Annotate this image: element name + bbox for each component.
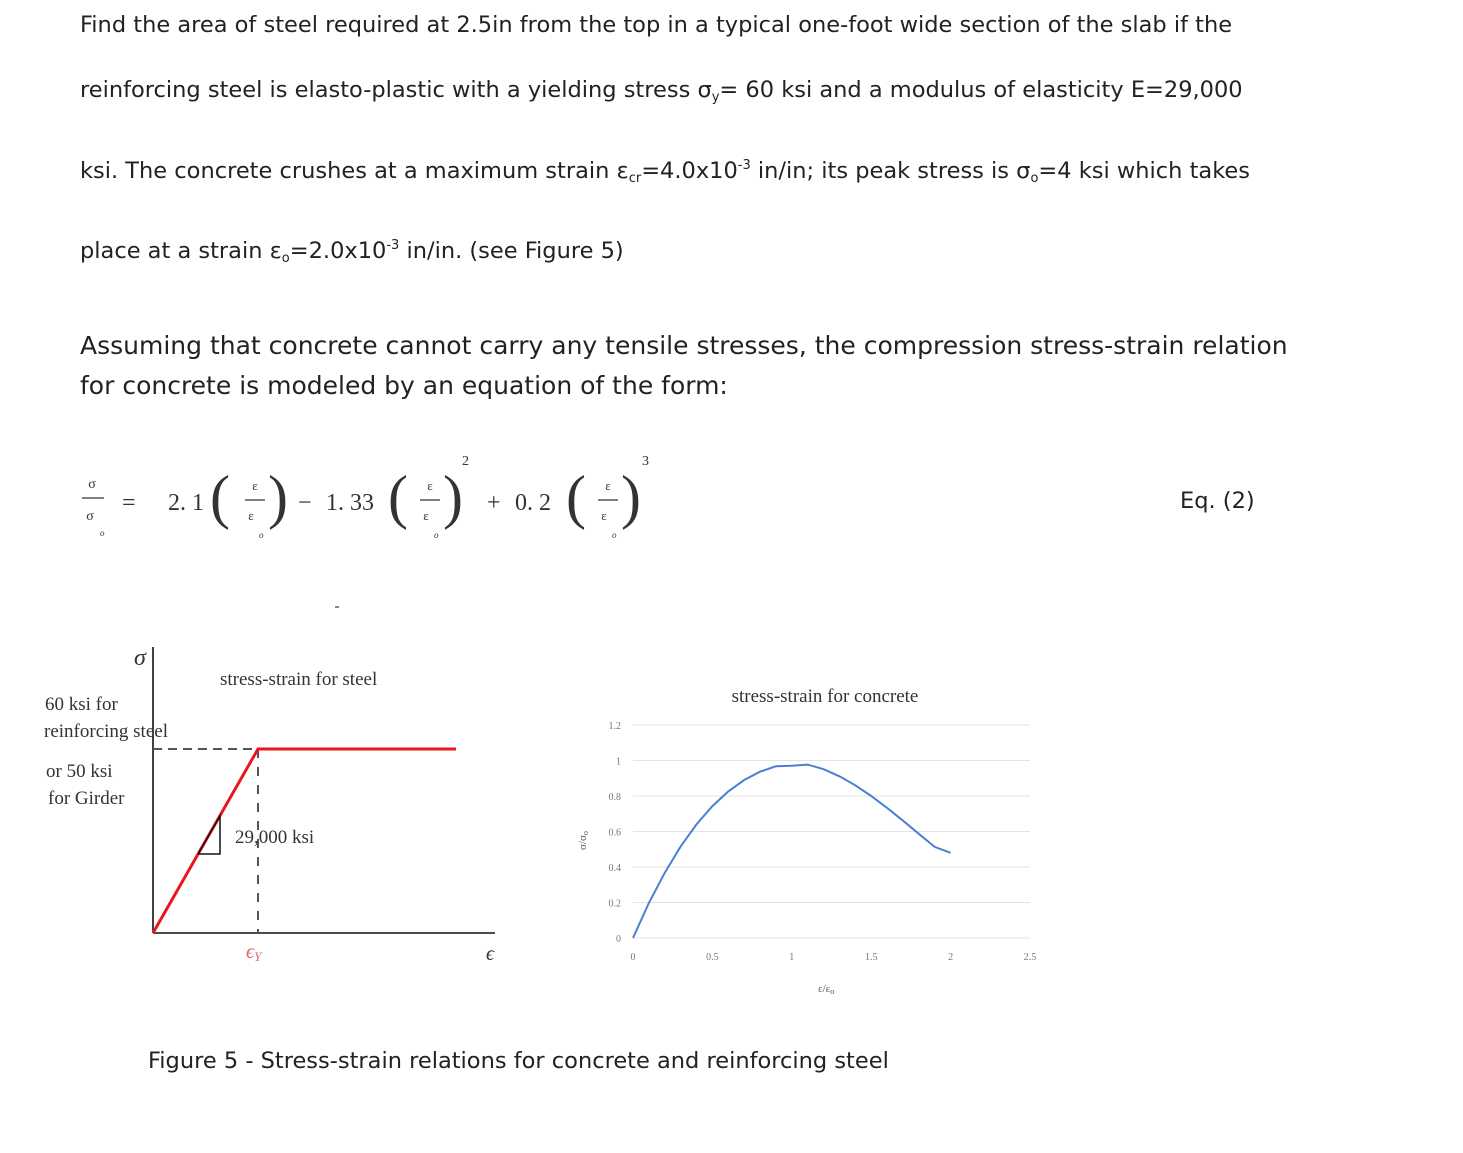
steel-y-label-4: for Girder — [48, 788, 125, 809]
figure-caption: Figure 5 - Stress-strain relations for concrete and reinforcing steel — [148, 1048, 889, 1074]
y-tick-label: 1.2 — [608, 721, 621, 732]
problem-line-2: reinforcing steel is elasto-plastic with a yielding stress $\sigma_y= 60$ ksi and a modulus of elasticity E=29,000 — [80, 77, 1243, 105]
svg-text:): ) — [443, 464, 463, 530]
steel-y-label-1: 60 ksi for — [45, 694, 118, 715]
y-tick-label: 0 — [616, 934, 621, 945]
eq-plus: + — [487, 490, 501, 516]
stray-mark — [335, 606, 339, 608]
steel-y-symbol: σ — [134, 645, 146, 671]
eq-exp-2: 2 — [462, 454, 469, 469]
eq-minus: − — [298, 490, 312, 516]
steel-y-label-3: or 50 ksi — [46, 761, 113, 782]
steel-y-label-2: reinforcing steel — [44, 721, 168, 742]
eq-coef-2: 1. 33 — [326, 490, 374, 516]
svg-text:ε: ε — [605, 478, 611, 493]
steel-x-tick-ey: ϵY — [246, 941, 262, 964]
x-tick-label: 0 — [630, 952, 636, 963]
svg-text:): ) — [268, 464, 288, 530]
problem-line-1: Find the area of steel required at 2.5in from the top in a typical one-foot wide section of the slab if the — [80, 12, 1233, 38]
eq-lhs-den: σ — [86, 509, 94, 524]
y-tick-label: 0.6 — [608, 827, 621, 839]
x-tick-label: 2 — [948, 952, 954, 963]
concrete-curve — [633, 765, 951, 938]
steel-stress-strain-diagram — [40, 635, 520, 975]
svg-text:o: o — [100, 528, 105, 538]
x-tick-label: 1.5 — [864, 952, 878, 963]
y-tick-label: 0.4 — [608, 863, 621, 874]
svg-text:(: ( — [210, 464, 230, 530]
eq-coef-3: 0. 2 — [515, 490, 551, 516]
slope-label: 29,000 ksi — [235, 827, 315, 848]
equation-label: Eq. (2) — [1180, 488, 1255, 514]
svg-text:ε: ε — [601, 508, 607, 523]
y-tick-label: 0.8 — [608, 792, 621, 803]
svg-text:o: o — [434, 530, 439, 540]
steel-x-symbol: ϵ — [486, 943, 495, 965]
chart-title: stress-strain for concrete — [731, 686, 919, 707]
chart-y-label: σ/σo — [577, 831, 590, 850]
concrete-stress-strain-chart — [560, 670, 1060, 1015]
svg-text:ε: ε — [252, 478, 258, 493]
svg-text:o: o — [612, 530, 617, 540]
y-tick-label: 1 — [616, 756, 621, 768]
svg-text:o: o — [259, 530, 264, 540]
x-tick-label: 2.5 — [1023, 952, 1037, 963]
equation — [70, 440, 690, 550]
y-tick-label: 0.2 — [608, 898, 621, 910]
problem-line-4: place at a strain $\varepsilon_o=2.0x10^{-3}$ in/in. (see Figure 5) — [80, 238, 624, 266]
svg-text:(: ( — [566, 464, 586, 530]
x-tick-label: 0.5 — [706, 952, 719, 963]
slope-triangle — [198, 816, 220, 854]
problem-line-3: ksi. The concrete crushes at a maximum strain $\varepsilon_{cr}=4.0x10^{-3}$ in/in; its peak stress is $\sigma_o=4$ ksi which takes — [80, 158, 1250, 186]
eq-coef-1: 2. 1 — [168, 490, 204, 516]
svg-text:): ) — [621, 464, 641, 530]
eq-lhs-num: σ — [88, 477, 96, 492]
eq-equals: = — [122, 490, 136, 516]
assumption-line-2: for concrete is modeled by an equation of the form: — [80, 371, 728, 400]
assumption-line-1: Assuming that concrete cannot carry any tensile stresses, the compression stress-strain relation — [80, 331, 1288, 360]
svg-text:ε: ε — [423, 508, 429, 523]
steel-title: stress-strain for steel — [220, 669, 378, 690]
eq-exp-3: 3 — [642, 454, 649, 469]
x-tick-label: 1 — [789, 952, 795, 963]
svg-text:ε: ε — [427, 478, 433, 493]
svg-text:ε: ε — [248, 508, 254, 523]
svg-text:(: ( — [388, 464, 408, 530]
chart-x-label: ε/εo — [818, 983, 835, 996]
